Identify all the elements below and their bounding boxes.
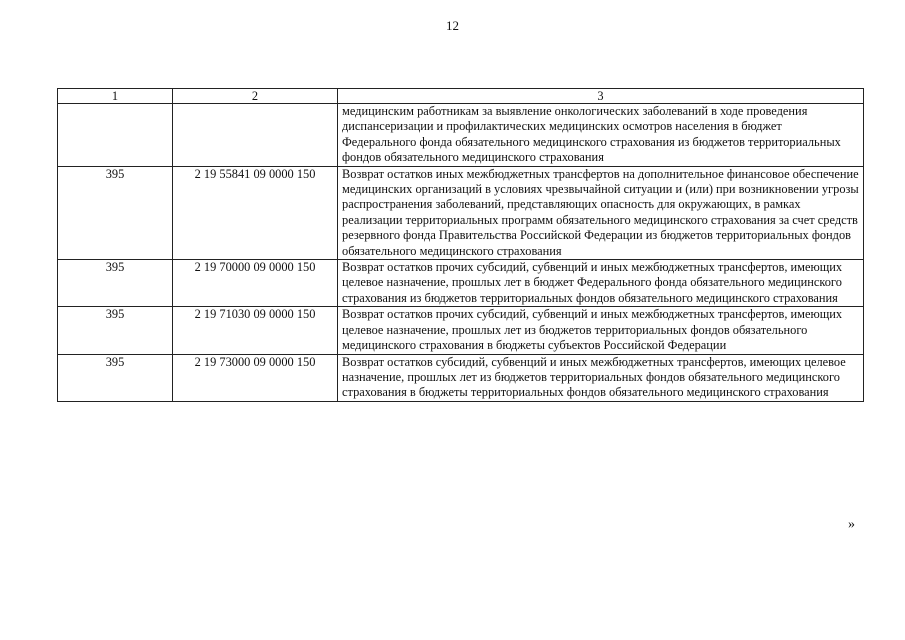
- budget-code-cell: [173, 104, 338, 167]
- table-header-row: [58, 89, 864, 104]
- description-cell: Возврат остатков иных межбюджетных трансфертов на дополнительное финансовое обеспечение медицинских организаций в условиях чрезвычайной ситуации и (или) при возникновении угрозы распространения заболеваний, представляющих опасность для окружающих, в рамках реализации территориальных программ обязательного медицинского страхования за счет средств резервного фонда Правительства Российской Федерации из бюджетов территориальных фондов обязательного медицинского страхования: [338, 166, 864, 259]
- description-cell: Возврат остатков прочих субсидий, субвенций и иных межбюджетных трансфертов, имеющих целевое назначение, прошлых лет из бюджетов территориальных фондов обязательного медицинского страхования в бюджеты субъектов Российской Федерации: [338, 307, 864, 354]
- table-row: [58, 307, 864, 354]
- admin-code-cell: 395: [58, 354, 173, 401]
- budget-code-cell: 2 19 71030 09 0000 150: [173, 307, 338, 354]
- closing-quote: »: [848, 517, 855, 532]
- budget-code-cell: 2 19 55841 09 0000 150: [173, 166, 338, 259]
- description-cell: Возврат остатков прочих субсидий, субвенций и иных межбюджетных трансфертов, имеющих целевое назначение, прошлых лет в бюджет Федерального фонда обязательного медицинского страхования из бюджетов территориальных фондов обязательного медицинского страхования: [338, 260, 864, 307]
- table-row: [58, 354, 864, 401]
- budget-code-cell: 2 19 73000 09 0000 150: [173, 354, 338, 401]
- page-number: 12: [446, 18, 459, 33]
- header-col-3: 3: [338, 89, 864, 104]
- header-col-2: 2: [173, 89, 338, 104]
- budget-codes-table: [57, 88, 864, 402]
- description-cell: медицинским работникам за выявление онкологических заболеваний в ходе проведения диспансеризации и профилактических медицинских осмотров населения в бюджет Федерального фонда обязательного медицинского страхования из бюджетов территориальных фондов обязательного медицинского страхования: [338, 104, 864, 167]
- budget-code-cell: 2 19 70000 09 0000 150: [173, 260, 338, 307]
- admin-code-cell: [58, 104, 173, 167]
- admin-code-cell: 395: [58, 166, 173, 259]
- admin-code-cell: 395: [58, 307, 173, 354]
- header-col-1: 1: [58, 89, 173, 104]
- table-row: [58, 104, 864, 167]
- table-row: [58, 166, 864, 259]
- description-cell: Возврат остатков субсидий, субвенций и иных межбюджетных трансфертов, имеющих целевое назначение, прошлых лет из бюджетов территориальных фондов обязательного медицинского страхования в бюджеты территориальных фондов обязательного медицинского страхования: [338, 354, 864, 401]
- admin-code-cell: 395: [58, 260, 173, 307]
- table-row: [58, 260, 864, 307]
